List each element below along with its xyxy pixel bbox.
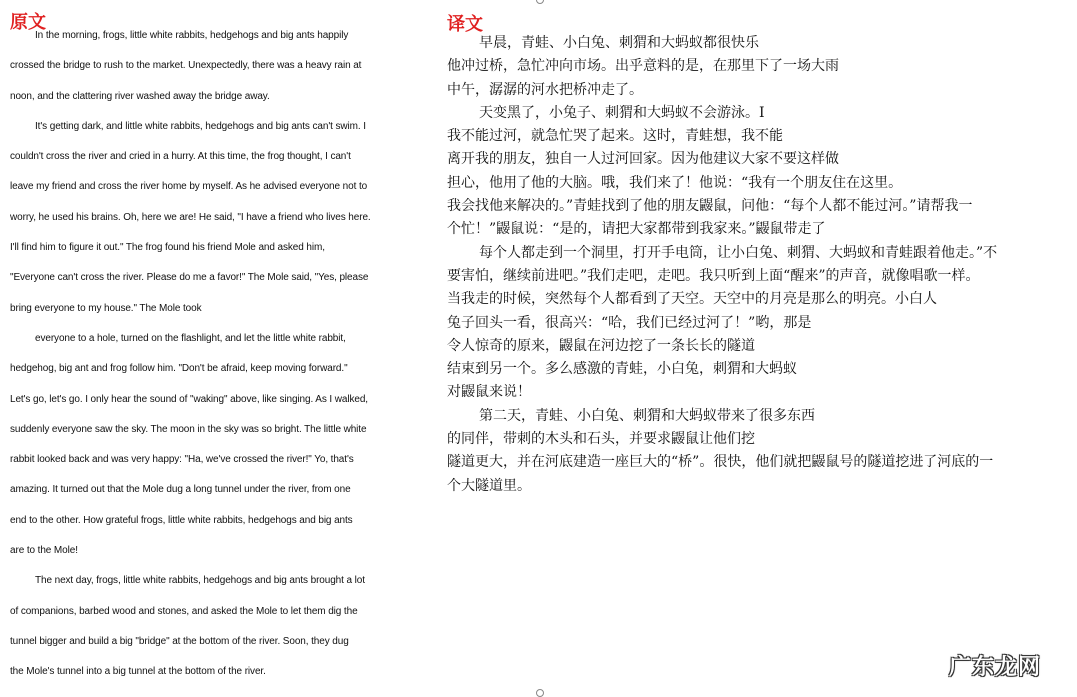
translation-heading: 译文 bbox=[447, 14, 483, 35]
text-line: 当我走的时候，突然每个人都看到了天空。天空中的月亮是那么的明亮。小白人 bbox=[447, 291, 937, 308]
text-line: 个忙！”鼹鼠说：“是的，请把大家都带到我家来。”鼹鼠带走了 bbox=[447, 221, 826, 238]
site-watermark: 广东龙网 bbox=[948, 655, 1041, 680]
text-line: 我会找他来解决的。”青蛙找到了他的朋友鼹鼠，问他：“每个人都不能过河。”请帮我一 bbox=[447, 198, 973, 215]
text-line: 我不能过河，就急忙哭了起来。这时，青蛙想，我不能 bbox=[447, 128, 783, 145]
text-line: suddenly everyone saw the sky. The moon in the sky was so bright. The little white bbox=[10, 423, 367, 435]
text-line: 的同伴，带刺的木头和石头，并要求鼹鼠让他们挖 bbox=[447, 431, 755, 448]
translation-text-column bbox=[447, 14, 1072, 498]
text-line: 对鼹鼠来说！ bbox=[447, 384, 531, 401]
text-line: the Mole's tunnel into a big tunnel at the bottom of the river. bbox=[10, 666, 266, 678]
text-line: 担心，他用了他的大脑。哦，我们来了！他说：“我有一个朋友住在这里。 bbox=[447, 174, 903, 191]
text-line: crossed the bridge to rush to the market. Unexpectedly, there was a heavy rain at bbox=[10, 60, 362, 72]
text-line: rabbit looked back and was very happy: "Ha, we've crossed the river!" Yo, that's bbox=[10, 454, 354, 466]
text-line: leave my friend and cross the river home by myself. As he advised everyone not to bbox=[10, 181, 368, 193]
text-line: 早晨，青蛙、小白兔、刺猬和大蚂蚁都很快乐 bbox=[479, 35, 759, 51]
text-line: 个大隧道里。 bbox=[447, 477, 531, 494]
text-line: In the morning, frogs, little white rabbits, hedgehogs and big ants happily bbox=[35, 30, 349, 41]
text-line: tunnel bigger and build a big "bridge" at the bottom of the river. Soon, they dug bbox=[10, 635, 349, 647]
original-text-body bbox=[10, 21, 425, 688]
text-line: It's getting dark, and little white rabbits, hedgehogs and big ants can't swim. I bbox=[35, 120, 366, 132]
text-line: "Everyone can't cross the river. Please do me a favor!" The Mole said, "Yes, please bbox=[10, 272, 369, 284]
text-line: of companions, barbed wood and stones, and asked the Mole to let them dig the bbox=[10, 605, 358, 617]
text-line: worry, he used his brains. Oh, here we are! He said, "I have a friend who lives here. bbox=[10, 211, 371, 223]
text-line: are to the Mole! bbox=[10, 545, 78, 557]
text-line: amazing. It turned out that the Mole dug a long tunnel under the river, from one bbox=[10, 484, 351, 496]
bottom-marker bbox=[536, 689, 544, 697]
text-line: I'll find him to figure it out." The frog found his friend Mole and asked him, bbox=[10, 242, 325, 254]
text-line: bring everyone to my house." The Mole took bbox=[10, 302, 202, 314]
text-line: 结束到另一个。多么感激的青蛙，小白兔，刺猬和大蚂蚁 bbox=[447, 361, 797, 378]
translation-text-body bbox=[447, 32, 1072, 498]
text-line: 中午，潺潺的河水把桥冲走了。 bbox=[447, 81, 643, 98]
text-line: everyone to a hole, turned on the flashlight, and let the little white rabbit, bbox=[35, 332, 346, 344]
text-line: Let's go, let's go. I only hear the sound of "waking" above, like singing. As I walked, bbox=[10, 393, 368, 405]
text-line: hedgehog, big ant and frog follow him. "Don't be afraid, keep moving forward." bbox=[10, 363, 348, 375]
text-line: 要害怕，继续前进吧。”我们走吧，走吧。我只听到上面“醒来”的声音，就像唱歌一样。 bbox=[447, 267, 980, 284]
text-line: 离开我的朋友，独自一人过河回家。因为他建议大家不要这样做 bbox=[447, 151, 839, 168]
text-line: The next day, frogs, little white rabbits, hedgehogs and big ants brought a lot bbox=[35, 575, 365, 587]
text-line: 每个人都走到一个洞里，打开手电筒，让小白兔、刺猬、大蚂蚁和青蛙跟着他走。”不 bbox=[479, 244, 998, 261]
text-line: 兔子回头一看，很高兴：“哈，我们已经过河了！”哟，那是 bbox=[447, 314, 812, 331]
text-line: 第二天，青蛙、小白兔、刺猬和大蚂蚁带来了很多东西 bbox=[479, 407, 815, 424]
text-line: 隧道更大，并在河底建造一座巨大的“桥”。很快，他们就把鼹鼠号的隧道挖进了河底的一 bbox=[447, 454, 994, 471]
text-line: 令人惊奇的原来，鼹鼠在河边挖了一条长长的隧道 bbox=[447, 337, 755, 354]
original-heading: 原文 bbox=[10, 12, 46, 33]
original-text-column bbox=[10, 12, 425, 688]
text-line: noon, and the clattering river washed away the bridge away. bbox=[10, 90, 270, 102]
text-line: 他冲过桥，急忙冲向市场。出乎意料的是，在那里下了一场大雨 bbox=[447, 58, 839, 75]
text-line: couldn't cross the river and cried in a hurry. At this time, the frog thought, I can't bbox=[10, 151, 351, 163]
text-line: 天变黑了，小兔子、刺猬和大蚂蚁不会游泳。I bbox=[479, 104, 765, 121]
top-marker bbox=[536, 0, 544, 4]
text-line: end to the other. How grateful frogs, little white rabbits, hedgehogs and big ants bbox=[10, 514, 353, 526]
